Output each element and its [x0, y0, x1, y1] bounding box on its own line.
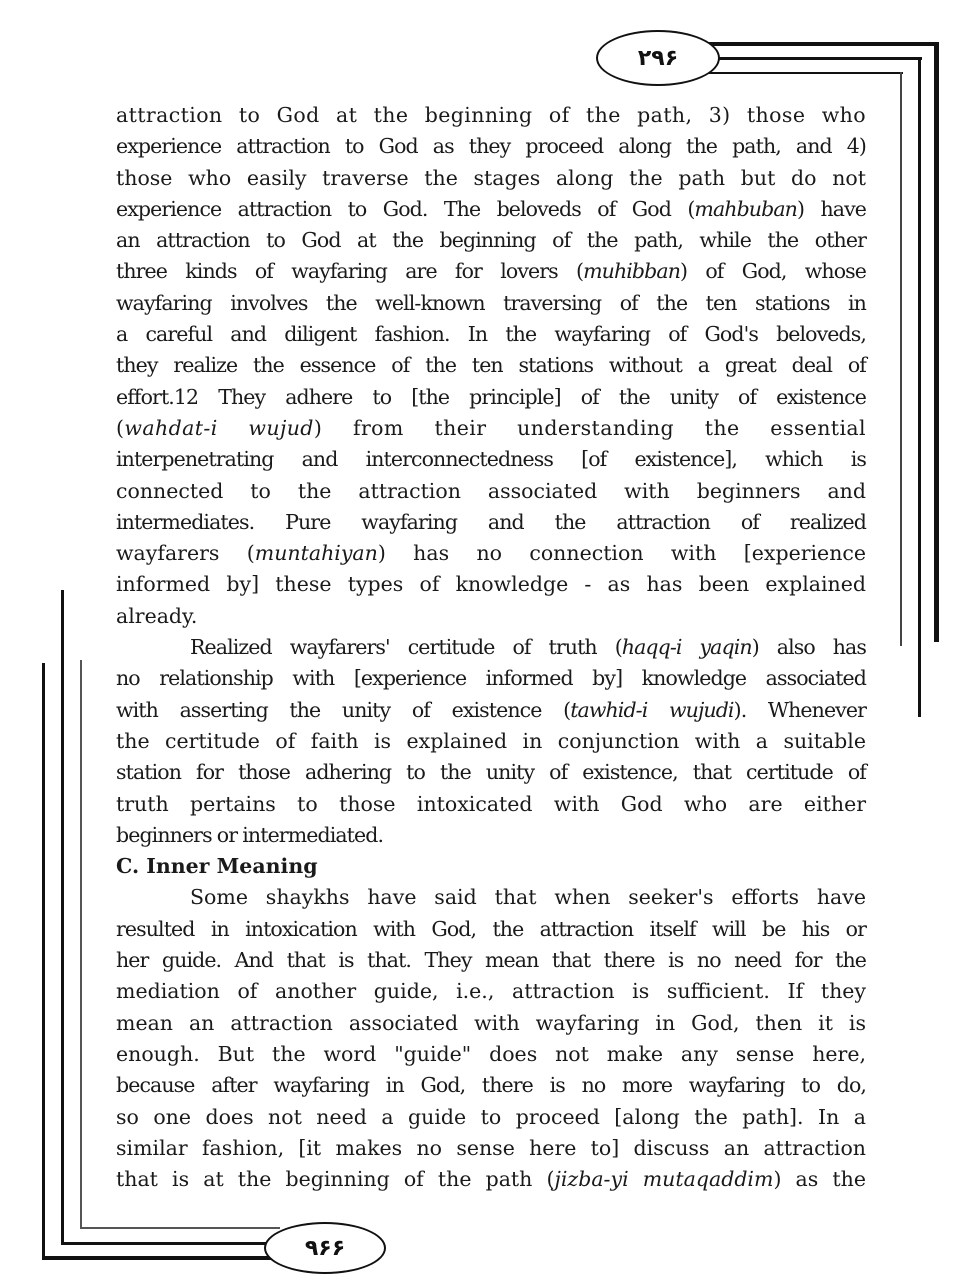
body-text	[116, 100, 866, 1195]
text-line: because after wayfaring in God, there is no more wayfaring to do,	[116, 1073, 866, 1098]
transliterated-term: tawhid-i wujudi	[570, 697, 734, 722]
frame-top-inner-line	[700, 72, 903, 74]
text-line: a careful and diligent fashion. In the wayfaring of God's beloveds,	[116, 322, 866, 347]
transliterated-term: wahdat-i wujud	[124, 415, 314, 440]
text-line: that is at the beginning of the path (jizba-yi mutaqaddim) as the	[116, 1167, 866, 1192]
top-page-number-oval	[596, 30, 720, 86]
bottom-page-number-oval	[264, 1222, 386, 1274]
text-line: intermediates. Pure wayfaring and the attraction of realized	[116, 509, 866, 534]
text-line: three kinds of wayfaring are for lovers (muhibban) of God, whose	[116, 259, 867, 284]
text-line: effort.12 They adhere to [the principle] of the unity of existence	[116, 384, 866, 409]
text-line: informed by] these types of knowledge - as has been explained	[116, 572, 866, 597]
text-line: similar fashion, [it makes no sense here to] discuss an attraction	[116, 1135, 866, 1160]
text-line: they realize the essence of the ten stations without a great deal of	[116, 353, 866, 378]
bottom-page-number: ۹۶۶	[304, 1235, 346, 1261]
transliterated-term: mahbuban	[694, 196, 797, 221]
frame-left-inner-line	[80, 660, 82, 1229]
text-line: beginners or intermediated.	[116, 822, 384, 847]
text-line: resulted in intoxication with God, the attraction itself will be his or	[116, 916, 866, 941]
paragraph-first-line: Realized wayfarers' certitude of truth (haqq-i yaqin) also has	[190, 635, 867, 660]
frame-top-outer-line	[700, 42, 939, 46]
transliterated-term: haqq-i yaqin	[621, 635, 752, 660]
text-line: interpenetrating and interconnectedness [of existence], which is	[116, 447, 866, 472]
frame-right-inner-line	[900, 72, 902, 646]
text-line: connected to the attraction associated with beginners and	[116, 478, 866, 503]
transliterated-term: muhibban	[583, 259, 680, 284]
text-line: attraction to God at the beginning of the path, 3) those who	[116, 103, 866, 127]
frame-bottom-middle-line	[61, 1242, 281, 1245]
transliterated-term: muntahiyan	[254, 541, 378, 566]
text-line: those who easily traverse the stages along the path but do not	[116, 165, 866, 190]
paragraph-first-line: Some shaykhs have said that when seeker's efforts have	[190, 885, 866, 910]
transliterated-term: jizba-yi mutaqaddim	[554, 1167, 774, 1192]
text-line: experience attraction to God as they proceed along the path, and 4)	[116, 134, 866, 159]
section-heading: C. Inner Meaning	[116, 854, 318, 879]
text-line: experience attraction to God. The beloveds of God (mahbuban) have	[116, 196, 867, 221]
frame-top-middle-line	[712, 57, 922, 60]
text-line: no relationship with [experience informed by] knowledge associated	[116, 666, 866, 691]
text-line: mean an attraction associated with wayfaring in God, then it is	[116, 1010, 866, 1035]
text-line: wayfarers (muntahiyan) has no connection with [experience	[116, 541, 867, 566]
frame-left-middle-line	[61, 590, 64, 1245]
text-line: the certitude of faith is explained in conjunction with a suitable	[116, 728, 866, 753]
text-line: so one does not need a guide to proceed [along the path]. In a	[116, 1104, 866, 1129]
text-line: with asserting the unity of existence (tawhid-i wujudi). Whenever	[116, 697, 866, 722]
text-line: already.	[116, 603, 198, 628]
frame-right-middle-line	[918, 57, 921, 717]
text-line: station for those adhering to the unity of existence, that certitude of	[116, 760, 866, 785]
text-line: mediation of another guide, i.e., attraction is sufficient. If they	[116, 979, 866, 1004]
frame-bottom-inner-line	[80, 1227, 280, 1229]
frame-bottom-outer-line	[42, 1256, 282, 1260]
text-line: enough. But the word "guide" does not make any sense here,	[116, 1041, 866, 1066]
top-page-number: ۲۹۶	[637, 45, 679, 71]
text-line: her guide. And that is that. They mean that there is no need for the	[116, 948, 866, 973]
text-line: (wahdat-i wujud) from their understanding the essential	[116, 415, 866, 440]
text-line: wayfaring involves the well-known traversing of the ten stations in	[116, 290, 866, 315]
frame-left-outer-line	[42, 663, 45, 1260]
frame-right-outer-line	[934, 42, 939, 642]
text-line: truth pertains to those intoxicated with God who are either	[116, 791, 866, 816]
text-line: an attraction to God at the beginning of the path, while the other	[116, 228, 866, 253]
